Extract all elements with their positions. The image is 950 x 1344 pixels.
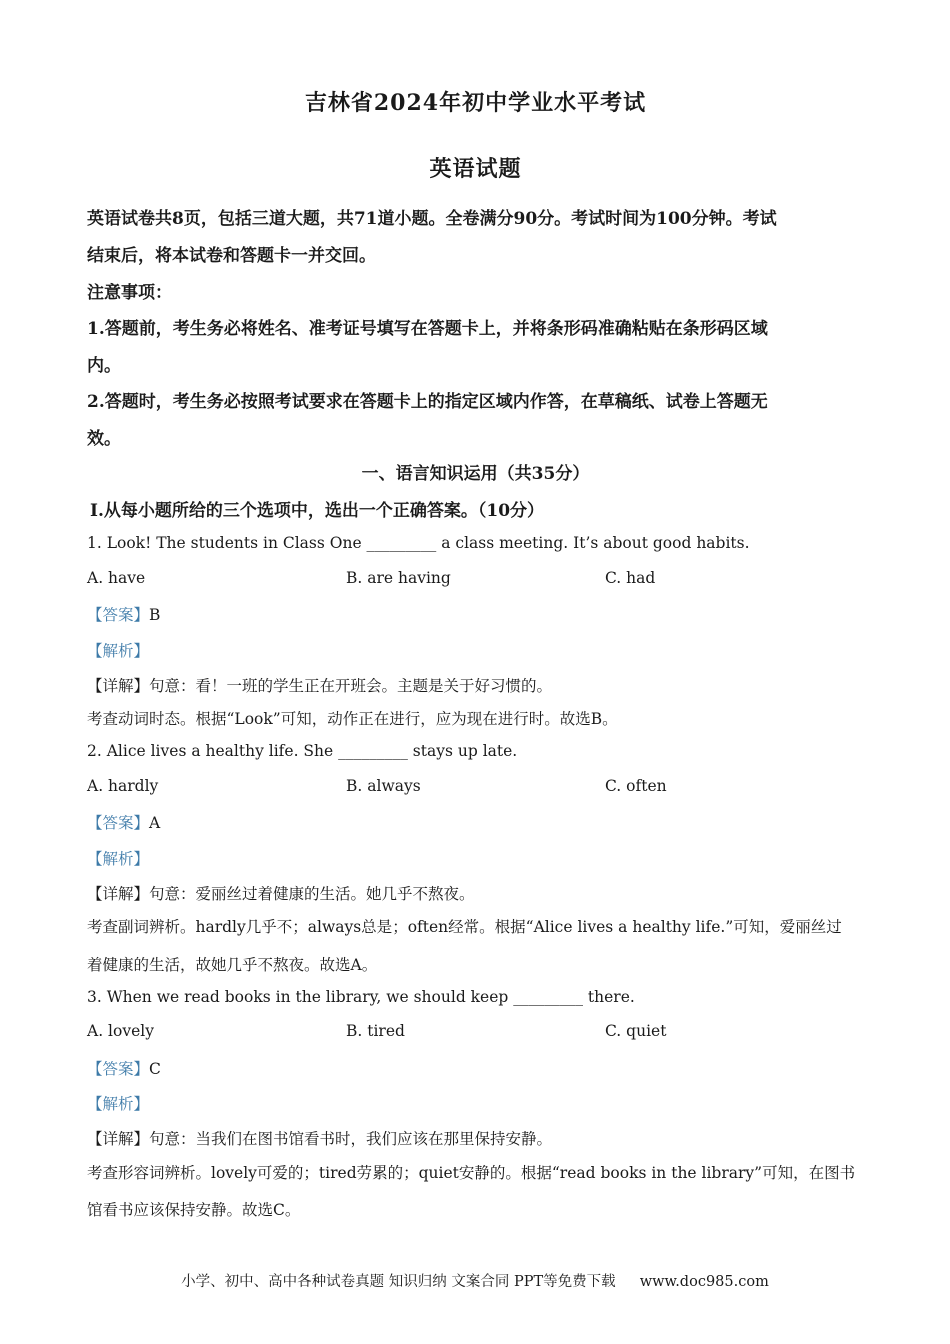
explanation-line: 考查副词辨析。hardly几乎不；always总是；often经常。根据“Alice lives a healthy life.”可知，爱丽丝过 <box>87 918 842 936</box>
footer-link[interactable]: www.doc985.com <box>639 1274 769 1290</box>
question-stem: 1. Look! The students in Class One _________ a class meeting. It’s about good habits. <box>87 534 750 552</box>
answer-line <box>87 603 864 625</box>
intro-line-1: 英语试卷共8页，包括三道大题，共71道小题。全卷满分90分。考试时间为100分钟。考试 <box>87 209 777 229</box>
detail-line <box>87 882 864 904</box>
page-title: 吉林省2024年初中学业水平考试 <box>304 90 647 116</box>
detail-tag: 【详解】 <box>87 1130 150 1148</box>
note-2-line-2: 效。 <box>87 429 121 449</box>
question-stem: 3. When we read books in the library, we should keep _________ there. <box>87 988 635 1006</box>
intro-line-2: 结束后，将本试卷和答题卡一并交回。 <box>87 246 376 266</box>
option-c: C. quiet <box>605 1022 667 1040</box>
option-b: B. are having <box>346 569 451 587</box>
answer-value: A <box>149 814 161 832</box>
detail-tag: 【详解】 <box>87 677 150 695</box>
detail-tag: 【详解】 <box>87 885 150 903</box>
section-title: 一、语言知识运用（共35分） <box>361 464 590 484</box>
analysis-tag: 【解析】 <box>87 850 150 868</box>
detail-line <box>87 1127 864 1149</box>
detail-line <box>87 674 864 696</box>
detail-text: 句意：看！一班的学生正在开班会。主题是关于好习惯的。 <box>149 677 553 695</box>
explanation-line: 馆看书应该保持安静。故选C。 <box>87 1201 301 1219</box>
footer-text: 小学、初中、高中各种试卷真题 知识归纳 文案合同 PPT等免费下载 <box>181 1274 616 1290</box>
answer-value: B <box>149 606 161 624</box>
answer-tag: 【答案】 <box>87 606 150 624</box>
page-footer <box>0 1270 950 1291</box>
option-b: B. tired <box>346 1022 405 1040</box>
question-stem: 2. Alice lives a healthy life. She _________ stays up late. <box>87 742 518 760</box>
option-c: C. often <box>605 777 667 795</box>
explanation-line: 考查动词时态。根据“Look”可知，动作正在进行，应为现在进行时。故选B。 <box>87 710 618 728</box>
option-c: C. had <box>605 569 656 587</box>
page-subtitle: 英语试题 <box>429 156 522 182</box>
explanation-line: 考查形容词辨析。lovely可爱的；tired劳累的；quiet安静的。根据“read books in the library”可知，在图书 <box>87 1164 856 1182</box>
analysis-tag: 【解析】 <box>87 1095 150 1113</box>
answer-tag: 【答案】 <box>87 1060 150 1078</box>
option-a: A. hardly <box>87 777 159 795</box>
notice-title: 注意事项： <box>87 283 172 303</box>
answer-line <box>87 811 864 833</box>
detail-text: 句意：爱丽丝过着健康的生活。她几乎不熬夜。 <box>149 885 475 903</box>
option-b: B. always <box>346 777 421 795</box>
detail-text: 句意：当我们在图书馆看书时，我们应该在那里保持安静。 <box>149 1130 553 1148</box>
option-a: A. lovely <box>87 1022 154 1040</box>
explanation-line: 着健康的生活，故她几乎不熬夜。故选A。 <box>87 956 378 974</box>
note-1-line-1: 1.答题前，考生务必将姓名、准考证号填写在答题卡上，并将条形码准确粘贴在条形码区域 <box>87 319 768 339</box>
part-title: Ⅰ.从每小题所给的三个选项中，选出一个正确答案。（10分） <box>90 501 545 521</box>
note-2-line-1: 2.答题时，考生务必按照考试要求在答题卡上的指定区域内作答，在草稿纸、试卷上答题无 <box>87 392 768 412</box>
note-1-line-2: 内。 <box>87 356 121 376</box>
answer-tag: 【答案】 <box>87 814 150 832</box>
analysis-tag: 【解析】 <box>87 642 150 660</box>
answer-line <box>87 1057 864 1079</box>
option-a: A. have <box>87 569 146 587</box>
answer-value: C <box>149 1060 161 1078</box>
